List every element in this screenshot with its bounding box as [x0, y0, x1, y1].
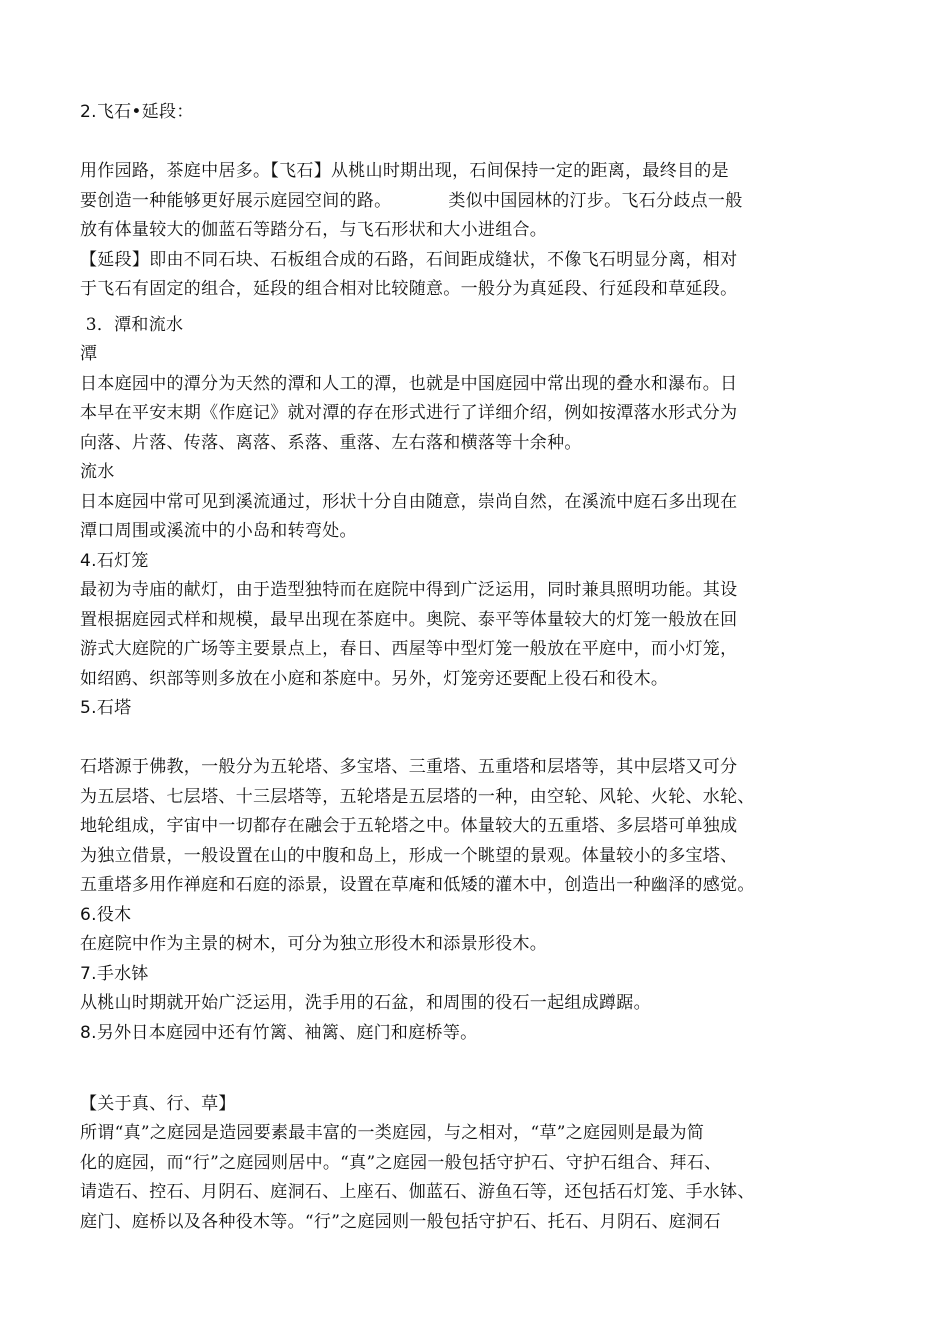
paragraph-line: 石塔源于佛教，一般分为五轮塔、多宝塔、三重塔、五重塔和层塔等，其中层塔又可分	[80, 757, 738, 777]
paragraph-line: 最初为寺庙的献灯，由于造型独特而在庭院中得到广泛运用，同时兼具照明功能。其设	[80, 580, 738, 600]
paragraph-line: 地轮组成，宇宙中一切都存在融会于五轮塔之中。体量较大的五重塔、多层塔可单独成	[80, 816, 738, 836]
section-heading-shin-gyo-so: 【关于真、行、草】	[80, 1093, 236, 1114]
paragraph-line: 于飞石有固定的组合，延段的组合相对比较随意。一般分为真延段、行延段和草延段。	[80, 279, 738, 299]
section-heading-stone-lantern: 4.石灯笼	[80, 550, 149, 571]
paragraph-line: 放有体量较大的伽蓝石等踏分石，与飞石形状和大小进组合。	[80, 220, 548, 240]
section-heading-feature-trees: 6.役木	[80, 904, 132, 925]
paragraph-line: 【延段】即由不同石块、石板组合成的石路，石间距成缝状，不像飞石明显分离，相对	[80, 249, 738, 270]
paragraph-line: 五重塔多用作禅庭和石庭的添景，设置在草庵和低矮的灌木中，创造出一种幽泽的感觉。	[80, 875, 755, 895]
paragraph-line: 从桃山时期就开始广泛运用，洗手用的石盆，和周围的役石一起组成蹲踞。	[80, 993, 651, 1013]
paragraph-line: 为独立借景，一般设置在山的中腹和岛上，形成一个眺望的景观。体量较小的多宝塔、	[80, 845, 738, 866]
paragraph-line: 日本庭园中的潭分为天然的潭和人工的潭，也就是中国庭园中常出现的叠水和瀑布。日	[80, 373, 738, 394]
paragraph-line: 置根据庭园式样和规模，最早出现在茶庭中。奥院、泰平等体量较大的灯笼一般放在回	[80, 609, 738, 630]
blank-line	[80, 1048, 888, 1078]
paragraph-line: 本早在平安末期《作庭记》就对潭的存在形式进行了详细介绍，例如按潭落水形式分为	[80, 403, 738, 423]
paragraph-line: 化的庭园，而“行”之庭园则居中。“真”之庭园一般包括守护石、守护石组合、拜石、	[80, 1152, 722, 1173]
subheading-stream: 流水	[80, 462, 115, 482]
blank-line	[80, 128, 888, 158]
paragraph-line: 为五层塔、七层塔、十三层塔等，五轮塔是五层塔的一种，由空轮、风轮、火轮、水轮、	[80, 786, 755, 807]
section-heading-water-basin: 7.手水钵	[80, 963, 149, 984]
document-page	[80, 98, 888, 1237]
paragraph-line: 日本庭园中常可见到溪流通过，形状十分自由随意，崇尚自然，在溪流中庭石多出现在	[80, 491, 738, 512]
subheading-pond: 潭	[80, 344, 98, 364]
paragraph-line: 庭门、庭桥以及各种役木等。“行”之庭园则一般包括守护石、托石、月阴石、庭洞石	[80, 1211, 721, 1232]
section-heading-stepping-stones: 2.飞石•延段：	[80, 102, 194, 122]
section-heading-other-elements: 8.另外日本庭园中还有竹篱、袖篱、庭门和庭桥等。	[80, 1022, 478, 1043]
section-heading-stone-pagoda: 5.石塔	[80, 698, 132, 718]
paragraph-line: 在庭院中作为主景的树木，可分为独立形役木和添景形役木。	[80, 934, 548, 954]
paragraph-line: 请造石、控石、月阴石、庭洞石、上座石、伽蓝石、游鱼石等，还包括石灯笼、手水钵、	[80, 1182, 755, 1202]
paragraph-line: 要创造一种能够更好展示庭园空间的路。 类似中国园林的汀步。飞石分歧点一般	[80, 190, 743, 211]
paragraph-line: 所谓“真”之庭园是造园要素最丰富的一类庭园，与之相对，“草”之庭园则是最为简	[80, 1123, 705, 1143]
paragraph-line: 如绍鸥、织部等则多放在小庭和茶庭中。另外，灯笼旁还要配上役石和役木。	[80, 668, 669, 689]
paragraph-line: 潭口周围或溪流中的小岛和转弯处。	[80, 521, 357, 541]
section-heading-pond-stream: 3．潭和流水	[80, 314, 184, 335]
paragraph-line: 向落、片落、传落、离落、系落、重落、左右落和横落等十余种。	[80, 432, 582, 453]
paragraph-line: 用作园路，茶庭中居多。【飞石】从桃山时期出现，石间保持一定的距离，最终目的是	[80, 161, 729, 181]
paragraph-line: 游式大庭院的广场等主要景点上，春日、西屋等中型灯笼一般放在平庭中，而小灯笼，	[80, 639, 738, 659]
blank-line	[80, 724, 888, 754]
